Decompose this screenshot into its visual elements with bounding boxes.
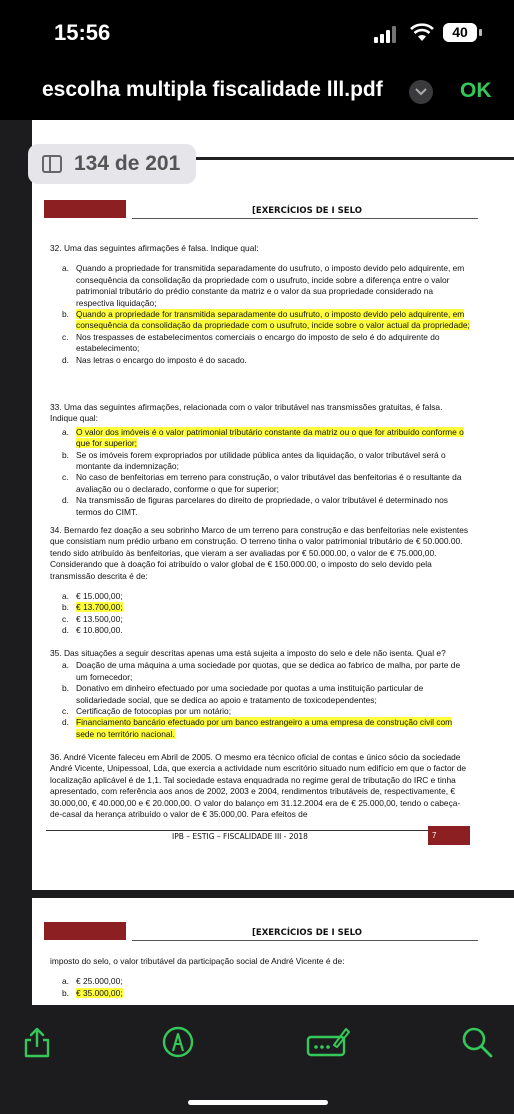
pdf-viewer[interactable] bbox=[0, 120, 514, 1005]
option-text: Donativo em dinheiro efectuado por uma sociedade por quotas a uma instituição particular de solidariedade social, que se dedica ao apoio e tratamento de toxicodependentes; bbox=[76, 683, 424, 705]
option-b bbox=[50, 602, 470, 613]
question-stem: 34. Bernardo fez doação a seu sobrinho Marco de um terreno para construção e das benfeitorias nele existentes que consistiam num prédio urbano em construção. O terreno tinha o valor patrimonial tributário de € 50.000.00. tendo sido atribuído às benfeitorias, que vieram a ser avaliadas por € 50.000.00, o valor de € 75.000,00. Considerando que à doação foi atribuído o valor global de € 150.000.00, o imposto do selo devido pela transmissão descrita é de: bbox=[50, 525, 469, 581]
option-text: No caso de benfeitorias em terreno para construção, o valor tributável das benfeitorias é o resultante da avaliação ou o declarado, conforme o que for superior; bbox=[76, 472, 462, 494]
option-letter: a. bbox=[62, 263, 69, 274]
markup-icon[interactable] bbox=[161, 1025, 195, 1059]
question-stem: 36. André Vicente faleceu em Abril de 2005. O mesmo era técnico oficial de contas e único sócio da sociedade André Vicente, Unipessoal, Lda, que exercia a actividade num escritório situado num edifício em que o factor de localização aplicável é de 1,1. Tal sociedade estava enquadrada no regime geral de tributação do IRC e tinha apresentado, com referência aos anos de 2002, 2003 e 2004, rendimentos tributáveis de, respectivamente, € 30.000,00, € 40.000,00 e € 20.000,00. O valor do balanço em 31.12.2004 era de € 25.000,00, tendo o cabeça-de-casal da herança atribuído o valor de € 35.000,00. Para efeitos de bbox=[50, 752, 467, 820]
option-d bbox=[50, 625, 470, 636]
option-letter: b. bbox=[62, 683, 69, 694]
battery-cap bbox=[479, 29, 482, 36]
option-letter: c. bbox=[62, 613, 69, 624]
search-icon[interactable] bbox=[460, 1025, 494, 1059]
section-header: [EXERCÍCIOS DE I SELO bbox=[252, 928, 362, 938]
header-color-block bbox=[44, 200, 126, 218]
highlighted-answer: Quando a propriedade for transmitida separadamente do usufruto, o imposto devido pelo adquirente, em consequência da consolidação da propriedade com o usufruto, incide sobre o valor actual da propriedade; bbox=[76, 309, 470, 331]
question-32 bbox=[50, 243, 470, 366]
section-header: [EXERCÍCIOS DE I SELO bbox=[252, 206, 362, 216]
header-line bbox=[132, 940, 478, 941]
question-36 bbox=[50, 752, 470, 820]
option-letter: d. bbox=[62, 717, 69, 728]
pdf-page[interactable] bbox=[32, 898, 514, 1005]
option-d bbox=[50, 355, 470, 366]
sidebar-icon bbox=[42, 155, 62, 173]
option-c bbox=[50, 472, 470, 495]
status-bar bbox=[0, 0, 514, 62]
question-35 bbox=[50, 648, 470, 740]
question-stem: 35. Das situações a seguir descritas apenas uma está sujeita a imposto do selo e dele não isenta. Qual e? bbox=[50, 648, 446, 658]
page-footer: IPB – ESTIG – FISCALIDADE III - 2018 bbox=[172, 832, 308, 841]
option-text: Quando a propriedade for transmitida separadamente do usufruto, o imposto devido pelo adquirente, em consequência da consolidação da propriedade com o usufruto, incide sobre a diferença entre o valor patrimonial tributário do prédio constante da matriz e o valor da sua propriedade considerado na respectiva liquidação; bbox=[76, 263, 465, 308]
option-text: Nos trespasses de estabelecimentos comerciais o encargo do imposto de selo é do adquirente do estabelecimento; bbox=[76, 331, 440, 354]
option-a bbox=[50, 427, 470, 450]
header-color-block bbox=[44, 922, 126, 940]
option-text: € 13.500,00; bbox=[76, 613, 123, 624]
option-c bbox=[50, 706, 470, 717]
status-time: 15:56 bbox=[54, 20, 111, 45]
option-a bbox=[50, 660, 470, 683]
wifi-icon bbox=[410, 22, 434, 42]
document-title[interactable]: escolha multipla fiscalidade lll.pdf bbox=[42, 78, 383, 101]
header-line bbox=[132, 218, 478, 219]
option-a bbox=[50, 591, 470, 602]
highlighted-answer: € 35.000,00; bbox=[76, 987, 123, 998]
option-letter: a. bbox=[62, 426, 69, 437]
option-letter: a. bbox=[62, 591, 69, 602]
question-stem: 32. Uma das seguintes afirmações é falsa. Indique qual: bbox=[50, 243, 259, 253]
highlighted-answer: Financiamento bancário efectuado por um banco estrangeiro a uma empresa de construção civil com sede no território nacional. bbox=[76, 717, 453, 739]
option-d bbox=[50, 717, 470, 740]
option-letter: a. bbox=[62, 976, 69, 987]
option-letter: c. bbox=[62, 331, 69, 342]
option-letter: d. bbox=[62, 495, 69, 506]
page-number: 7 bbox=[428, 826, 470, 845]
option-letter: b. bbox=[62, 602, 69, 613]
highlighted-answer: € 13.700,00; bbox=[76, 602, 123, 613]
question-stem: 33. Uma das seguintes afirmações, relacionada com o valor tributável nas transmissões gratuitas, é falsa. Indique qual: bbox=[50, 402, 443, 424]
option-text: € 25.000,00; bbox=[76, 976, 123, 987]
option-b bbox=[50, 683, 470, 706]
battery-indicator: 40 bbox=[443, 23, 477, 42]
option-text: € 15.000,00; bbox=[76, 591, 123, 602]
question-33 bbox=[50, 402, 470, 518]
option-a bbox=[50, 976, 470, 987]
bottom-toolbar bbox=[0, 1005, 514, 1114]
option-letter: d. bbox=[62, 354, 69, 365]
option-letter: b. bbox=[62, 987, 69, 998]
page-counter[interactable] bbox=[28, 144, 196, 184]
question-34 bbox=[50, 525, 470, 637]
cellular-signal-icon bbox=[374, 25, 400, 43]
chevron-down-icon bbox=[415, 87, 427, 97]
option-letter: d. bbox=[62, 625, 69, 636]
option-letter: b. bbox=[62, 309, 69, 320]
footer-line bbox=[46, 830, 470, 831]
option-text: Doação de uma máquina a uma sociedade por quotas, que se dedica ao fabrico de malha, por parte de um fornecedor; bbox=[76, 660, 461, 682]
title-menu-button[interactable] bbox=[409, 80, 433, 104]
signature-icon[interactable] bbox=[306, 1025, 350, 1059]
option-d bbox=[50, 495, 470, 518]
option-text: € 10.800,00. bbox=[76, 625, 123, 636]
option-letter: c. bbox=[62, 706, 69, 717]
option-text: Se os imóveis forem expropriados por utilidade pública antes da liquidação, o valor tributável será o montante da indemnização; bbox=[76, 449, 446, 472]
option-text: Nas letras o encargo do imposto é do sacado. bbox=[76, 354, 247, 365]
question-stem: imposto do selo, o valor tributável da participação social de André Vicente é de: bbox=[50, 956, 345, 966]
option-text: Na transmissão de figuras parcelares do direito de propriedade, o valor tributável é determinado nos termos do CIMT. bbox=[76, 495, 448, 517]
option-c bbox=[50, 332, 470, 355]
option-text: Certificação de fotocopias por um notário; bbox=[76, 706, 232, 717]
question-36-continuation bbox=[50, 956, 470, 999]
document-title-bar bbox=[0, 62, 514, 120]
ok-button[interactable]: OK bbox=[460, 79, 492, 102]
highlighted-answer: O valor dos imóveis é o valor patrimonial tributário constante da matriz ou o que for atribuído conforme o que for superior; bbox=[76, 426, 464, 449]
option-a bbox=[50, 263, 470, 309]
share-icon[interactable] bbox=[20, 1025, 54, 1059]
option-letter: c. bbox=[62, 472, 69, 483]
option-b bbox=[50, 309, 470, 332]
page-counter-text: 134 de 201 bbox=[74, 152, 181, 175]
option-letter: a. bbox=[62, 660, 69, 671]
option-b bbox=[50, 450, 470, 473]
home-indicator bbox=[188, 1100, 328, 1105]
pdf-page[interactable] bbox=[32, 120, 514, 890]
option-b bbox=[50, 988, 470, 999]
option-c bbox=[50, 614, 470, 625]
option-letter: b. bbox=[62, 449, 69, 460]
